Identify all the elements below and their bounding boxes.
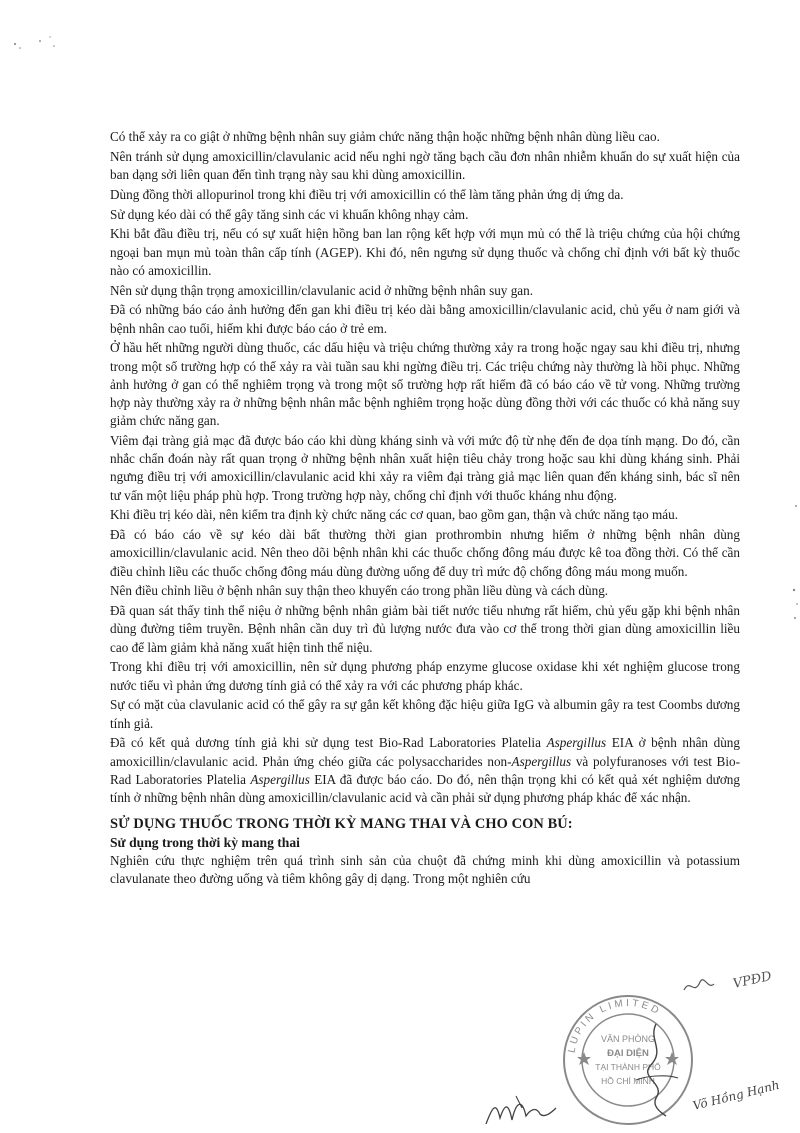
paragraph: Nên sử dụng thận trọng amoxicillin/clavulanic acid ở những bệnh nhân suy gan. <box>110 282 534 298</box>
paragraph: Khi bắt đầu điều trị, nếu có sự xuất hiện hồng ban lan rộng kết hợp với mụn mủ có thể là triệu chứng của hội chứng ngoại ban mụn mủ toàn thân cấp tính (AGEP). Khi đó, nên ngưng sử dụng thuốc và chống chỉ định với bất kỳ thuốc nào có amoxicillin. <box>110 226 740 278</box>
paragraph: Ở hầu hết những người dùng thuốc, các dấu hiệu và triệu chứng thường xảy ra trong hoặc ngay sau khi điều trị, nhưng trong một số trường hợp có thể xảy ra vài tuần sau khi ngừng điều trị. Các triệu chứng này thường là hồi phục. Những ảnh hưởng ở gan có thể nghiêm trọng và trong một số trường hợp rất hiếm đã có báo cáo về tử vong. Những trường hợp này thường xảy ra ở những bệnh nhân mắc bệnh nghiêm trọng hoặc dùng đồng thời với các thuốc có khả năng suy giảm chức năng gan. <box>110 340 740 429</box>
stamp-line: HỒ CHÍ MINH <box>601 1076 655 1086</box>
star-icon <box>577 1052 591 1065</box>
italic-term: Aspergillus <box>546 735 607 751</box>
stamp-line: TẠI THÀNH PHỐ <box>595 1062 661 1072</box>
italic-term: Aspergillus <box>250 771 310 787</box>
handwritten-initials <box>482 1088 560 1130</box>
signature-text: Võ Hồng Hạnh <box>691 1077 781 1113</box>
paragraph: Nên tránh sử dụng amoxicillin/clavulanic acid nếu nghi ngờ tăng bạch cầu đơn nhân nhiễm khuẩn do sự xuất hiện của ban dạng sởi liên quan đến tình trạng này sau khi dùng amoxicillin. <box>110 148 740 182</box>
paragraph: Dùng đồng thời allopurinol trong khi điều trị với amoxicillin có thể làm tăng phản ứng dị ứng da. <box>110 186 624 202</box>
handwritten-name <box>690 1070 790 1126</box>
paragraph: Nghiên cứu thực nghiệm trên quá trình sinh sản của chuột đã chứng minh khi dùng amoxicillin và potassium clavulanate theo đường uống và tiêm không gây dị dạng. Trong một nghiên cứu <box>110 853 740 887</box>
paragraph: Đã có báo cáo về sự kéo dài bất thường thời gian prothrombin nhưng hiếm ở những bệnh nhân dùng amoxicillin/clavulanic acid. Nên theo dõi bệnh nhân khi các thuốc chống đông máu được kê toa đồng thời. Có thể cần điều chỉnh liều các thuốc chống đông máu dùng đường uống để duy trì mức độ chống đông máu mong muốn. <box>110 527 740 579</box>
paragraph: Có thể xảy ra co giật ở những bệnh nhân suy giảm chức năng thận hoặc những bệnh nhân dùng liều cao. <box>110 129 660 144</box>
section-heading: SỬ DỤNG THUỐC TRONG THỜI KỲ MANG THAI VÀ CHO CON BÚ: <box>110 816 573 833</box>
text-run: EIA đã được báo cáo. Do đó, nên thận trọng khi có kết quả xét nghiệm dương tính ở những bệnh nhân dùng amoxicillin/clavulanic acid và cần phải sử dụng phương pháp khác để xác nhận. <box>110 771 740 806</box>
paragraph: Đã quan sát thấy tinh thể niệu ở những bệnh nhân giảm bài tiết nước tiểu nhưng rất hiếm, chủ yếu gặp khi bệnh nhân dùng đường tiêm truyền. Bệnh nhân cần duy trì đủ lượng nước đưa vào cơ thể trong thời gian dùng amoxicillin liều cao để làm giảm khả năng xuất hiện tinh thể niệu. <box>110 603 740 655</box>
handwritten-signature-vpdd <box>680 960 790 1010</box>
document-body <box>110 128 740 890</box>
paragraph: Đã có những báo cáo ảnh hưởng đến gan khi điều trị kéo dài bằng amoxicillin/clavulanic acid, chủ yếu ở nam giới và bệnh nhân cao tuổi, hiếm khi được báo cáo ở trẻ em. <box>110 302 740 336</box>
paragraph: Khi điều trị kéo dài, nên kiểm tra định kỳ chức năng các cơ quan, bao gồm gan, thận và chức năng tạo máu. <box>110 507 679 523</box>
aspergillus-paragraph <box>110 734 740 807</box>
signature-text: VPĐD <box>731 969 774 992</box>
text-run: EIA ở bệnh nhân dùng amoxicillin/clavulanic acid. Phản ứng chéo giữa các polysaccharides non- <box>110 735 740 769</box>
paragraph: Sự có mặt của clavulanic acid có thể gây ra sự gắn kết không đặc hiệu giữa IgG và albumin gây ra test Coombs dương tính giả. <box>110 697 740 731</box>
paragraph: Sử dụng kéo dài có thể gây tăng sinh các vi khuẩn không nhạy cảm. <box>110 206 469 222</box>
stamp-line: ĐẠI DIỆN <box>607 1048 649 1059</box>
italic-term: Aspergillus <box>511 753 572 769</box>
paragraph: Nên điều chỉnh liều ở bệnh nhân suy thận theo khuyến cáo trong phần liều dùng và cách dùng. <box>110 583 609 599</box>
section-subheading: Sử dụng trong thời kỳ mang thai <box>110 835 300 851</box>
stamp-line: VĂN PHÒNG <box>600 1034 656 1044</box>
paragraph: Trong khi điều trị với amoxicillin, nên sử dụng phương pháp enzyme glucose oxidase khi xét nghiệm glucose trong nước tiểu vì phản ứng dương tính giả có thể xảy ra với các phương pháp khác. <box>110 659 740 693</box>
paragraph: Viêm đại tràng giả mạc đã được báo cáo khi dùng kháng sinh và với mức độ từ nhẹ đến đe dọa tính mạng. Do đó, cần nhắc chẩn đoán này rất quan trọng ở những bệnh nhân xuất hiện tiêu chảy trong hoặc sau khi dùng kháng sinh. Phải ngưng điều trị với amoxicillin/clavulanic acid khi xảy ra viêm đại tràng giả mạc liên quan đến kháng sinh, bác sĩ nên tư vấn một liệu pháp phù hợp. Trong trường hợp này, chống chỉ định với thuốc kháng nhu động. <box>110 433 740 503</box>
scan-specks <box>12 32 62 56</box>
stamp-ring-text: LUPIN LIMITED <box>566 997 663 1054</box>
handwritten-flourish <box>626 1020 686 1120</box>
text-run: Đã có kết quả dương tính giả khi sử dụng test Bio-Rad Laboratories Platelia <box>110 735 547 751</box>
text-run: và polyfuranoses với test Bio-Rad Laboratories Platelia <box>110 753 740 787</box>
scan-edge-marks <box>784 500 800 640</box>
